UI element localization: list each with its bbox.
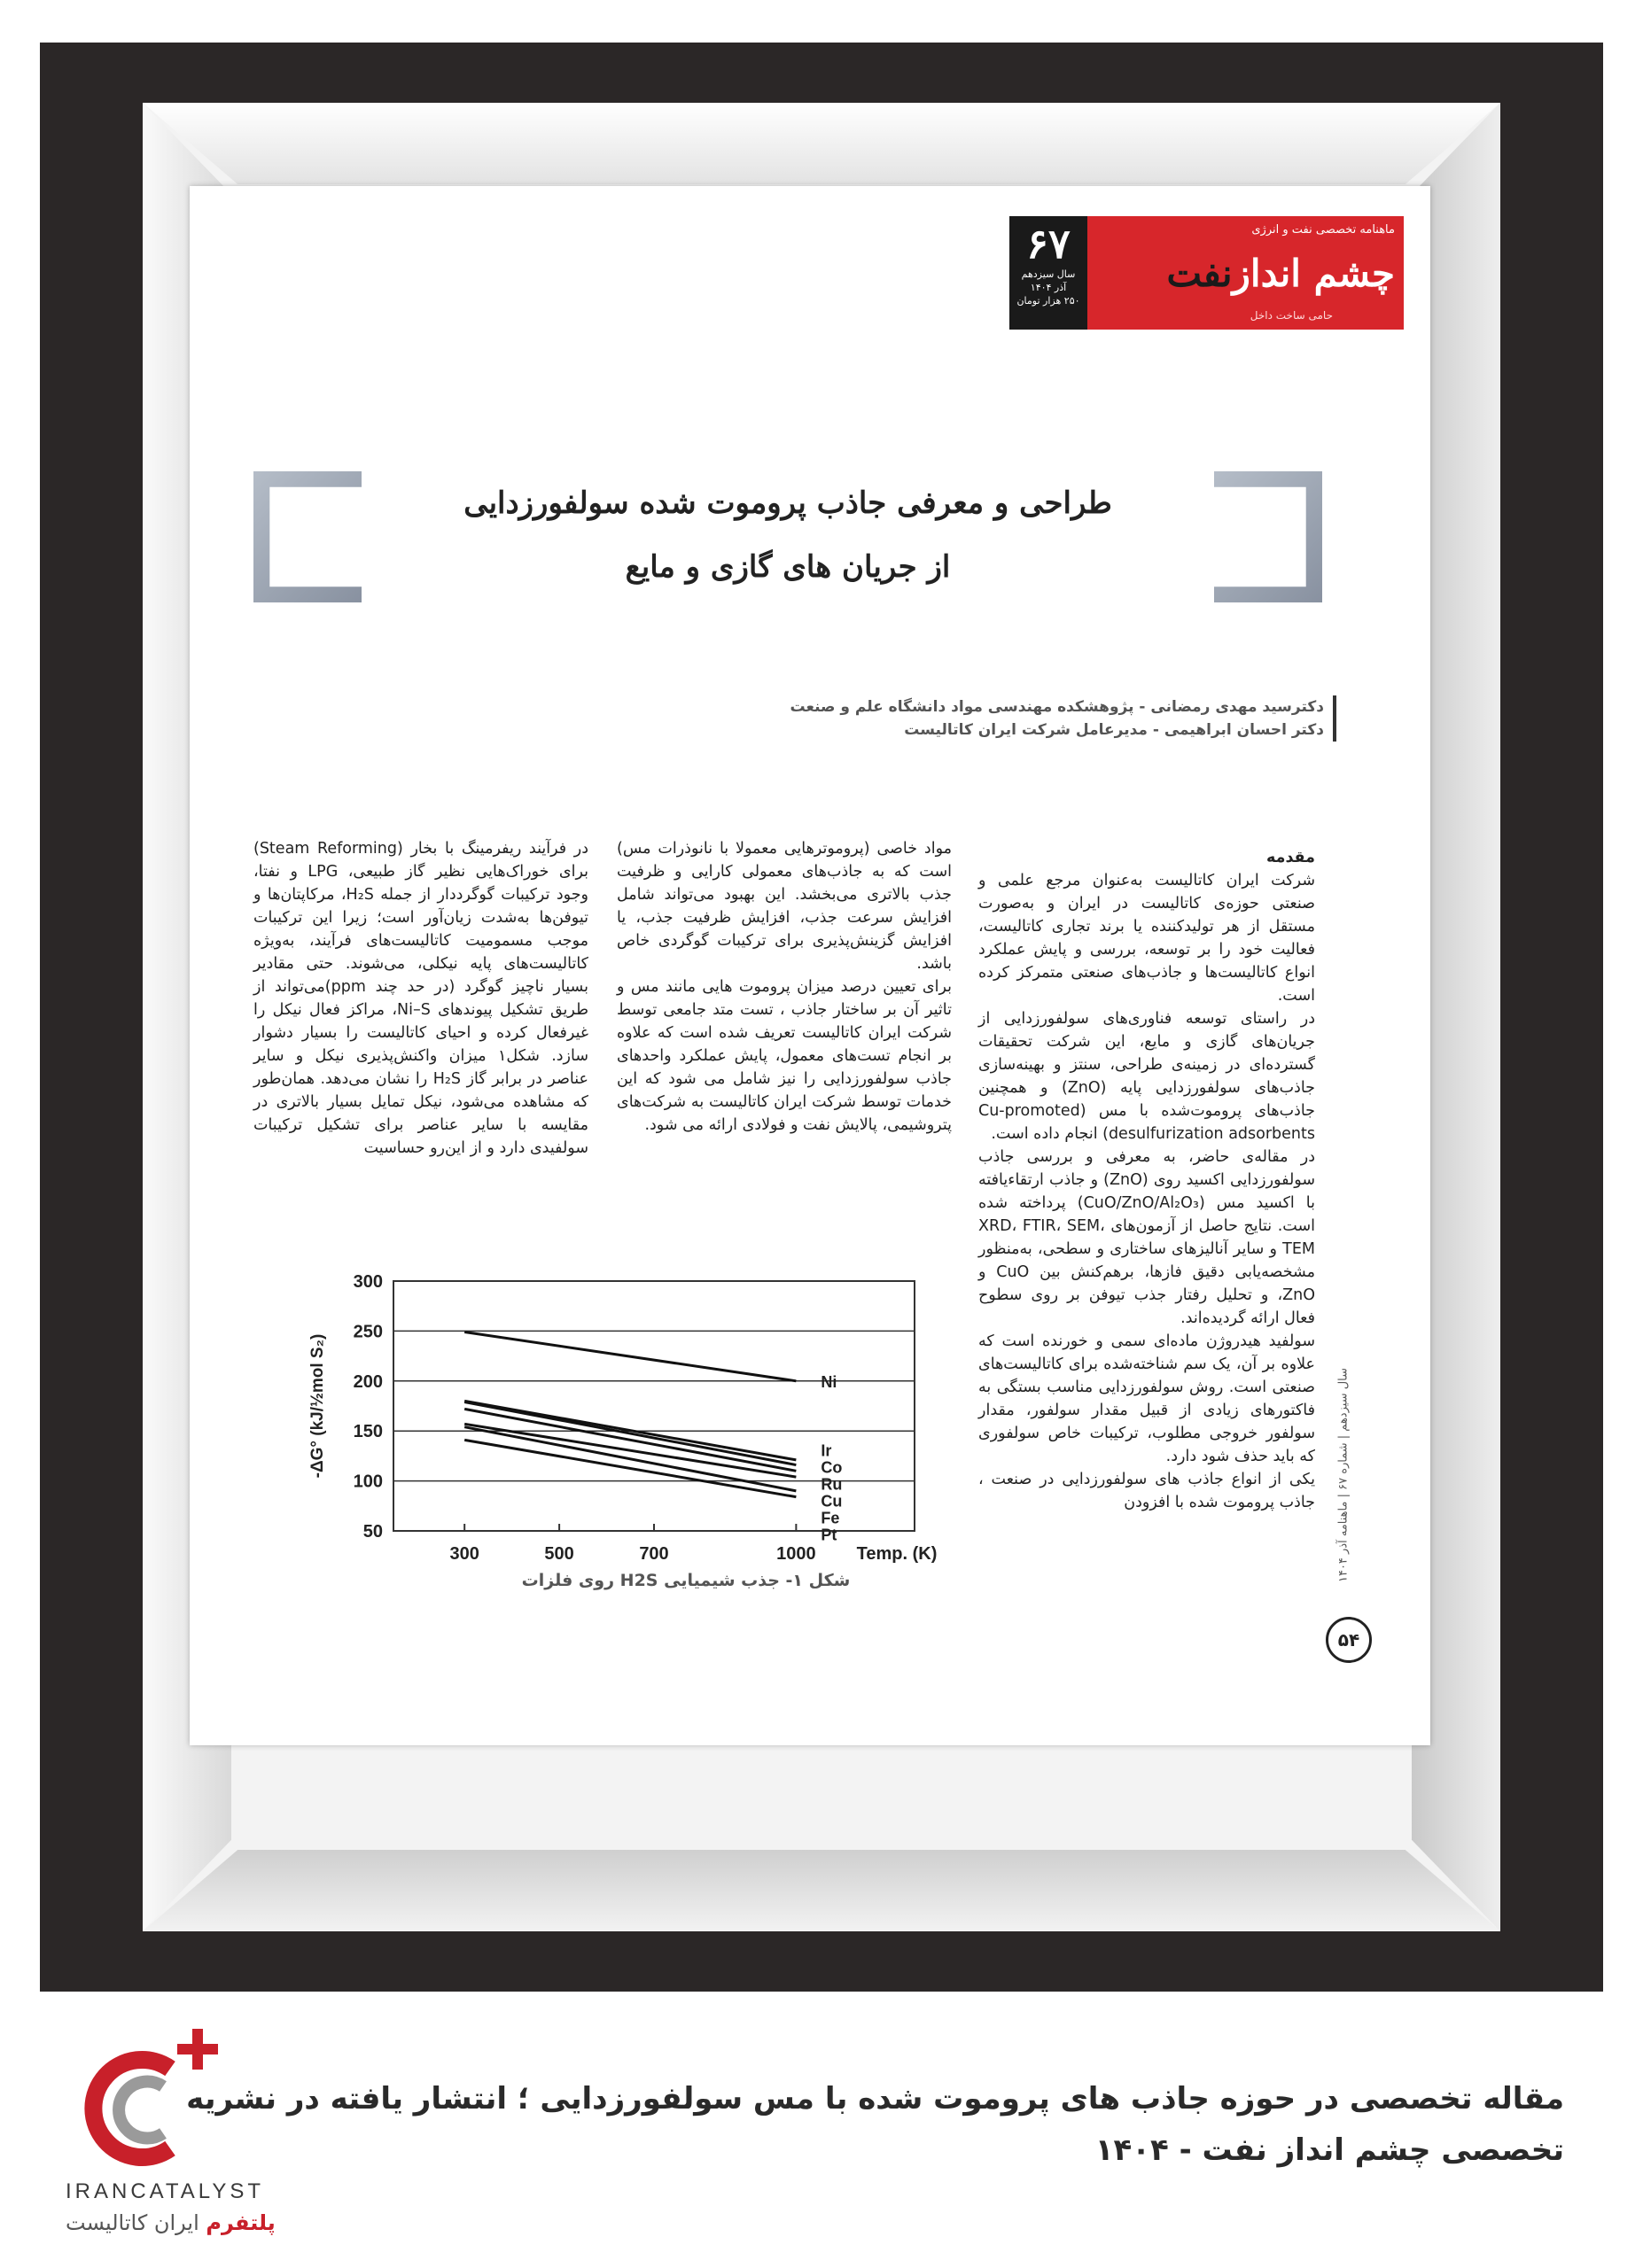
title-bracket-left [253, 471, 362, 602]
series-line-ni [464, 1332, 796, 1381]
brand-fa [66, 2210, 278, 2235]
y-tick-label: 200 [353, 1371, 383, 1392]
title-line-2: از جریان های گازی و مایع [625, 549, 951, 585]
page-sidebar [1333, 1320, 1354, 1630]
magazine-page [190, 186, 1430, 1745]
logo-part2: نفت [1166, 252, 1233, 295]
issue-year: سال سیزدهم [1021, 268, 1076, 280]
legend-label-fe: Fe [821, 1509, 840, 1527]
brand-fa-part2: ایران کاتالیست [66, 2210, 199, 2235]
brand-fa-part1: پلتفرم [206, 2210, 276, 2235]
paragraph: در راستای توسعه فناوری‌های سولفورزدایی از جریان‌های گازی و مایع، این شرکت تحقیقات گسترده‌ای در زمینه‌ی طراحی، سنتز و بهینه‌سازی جاذب‌های سولفورزدایی پایه (ZnO) و همچنین جاذب‌های پروموت‌شده با مس (Cu-promoted desulfurization adsorbents) انجام داده است. [978, 1010, 1315, 1143]
y-tick-label: 100 [353, 1472, 383, 1492]
paragraph: سولفید هیدروژن ماده‌ای سمی و خورنده است که علاوه بر آن، یک سم شناخته‌شده برای کاتالیست‌های صنعتی است. روش سولفورزدایی مناسب بستگی به فاکتورهای زیادی از قبیل مقدار سولفور، مقدار سولفور خروجی مطلوب، ترکیبات خاص سولفوری که باید حذف شود دارد. [978, 1332, 1315, 1465]
issue-block [1009, 216, 1087, 330]
x-tick-label: 300 [449, 1544, 479, 1564]
mat-bevel-bottom [143, 1850, 1500, 1931]
y-axis-label: -ΔG° (kJ/½mol S₂) [308, 1333, 327, 1479]
masthead-logo [1166, 252, 1395, 295]
y-tick-label: 300 [353, 1272, 383, 1292]
issue-price: ۲۵۰ هزار تومان [1016, 295, 1080, 307]
paragraph: مواد خاصی (پروموترهایی معمولا با نانوذرات مس) است که به جاذب‌های معمولی کارایی و ظرفیت جذب بالاتری می‌بخشد. این بهبود می‌تواند شامل افزایش سرعت جذب، افزایش ظرفیت جذب، یا افزایش گزینش‌پذیری برای ترکیبات گوگردی خاص باشد. [617, 840, 952, 973]
mat-bevel-top [143, 103, 1500, 184]
masthead-subtitle: ماهنامه تخصصی نفت و انرژی [1251, 223, 1395, 237]
column-right [978, 846, 1315, 1514]
x-tick-label: 500 [544, 1544, 574, 1564]
series-line-co [464, 1402, 796, 1464]
post-caption [40, 2073, 1564, 2176]
x-tick-label: 1000 [776, 1544, 816, 1564]
author-2: دکتر احسان ابراهیمی - مدیرعامل شرکت ایران کاتالیست [904, 721, 1324, 739]
legend-label-pt: Pt [821, 1526, 837, 1544]
x-tick-label: 700 [639, 1544, 669, 1564]
article-title [360, 471, 1216, 599]
page-number: ۵۴ [1326, 1617, 1372, 1663]
sidebar-text: سال سیزدهم | شماره ۶۷ | ماهنامه آذر ۱۴۰۴ [1336, 1367, 1351, 1583]
masthead [1009, 216, 1404, 330]
section-heading: مقدمه [1266, 849, 1315, 866]
paragraph: یکی از انواع جاذب های سولفورزدایی در صنعت ، جاذب پروموت شده با افزودن [978, 1471, 1315, 1511]
legend-label-ni: Ni [821, 1372, 837, 1391]
title-bracket-right [1214, 471, 1322, 602]
issue-number: ۶۷ [1026, 220, 1071, 268]
paragraph: برای تعیین درصد میزان پروموت هایی مانند مس و تاثیر آن بر ساختار جاذب ، تست متد جامعی توسط شرکت ایران کاتالیست تعریف شده است که علاوه بر انجام تست‌های معمول، پایش عملکرد واحدهای جاذب سولفورزدایی را نیز شامل می شود که این خدمات توسط شرکت ایران کاتالیست به شرکت‌های پتروشیمی، پالایش نفت و فولادی ارائه می شود. [617, 978, 952, 1134]
authors [562, 695, 1336, 742]
y-tick-label: 150 [353, 1422, 383, 1442]
y-tick-label: 50 [362, 1522, 383, 1542]
author-1: دکترسید مهدی رمضانی - پژوهشکده مهندسی مواد دانشگاه علم و صنعت [790, 698, 1324, 716]
legend-label-cu: Cu [821, 1492, 843, 1511]
title-line-1: طراحی و معرفی جاذب پروموت شده سولفورزدایی [463, 485, 1112, 521]
column-middle [617, 837, 952, 1137]
brand-name: IRANCATALYST [66, 2179, 265, 2203]
legend-label-ir: Ir [821, 1441, 832, 1460]
paragraph: در فرآیند ریفرمینگ با بخار (Steam Reforming) برای خوراک‌هایی نظیر گاز طبیعی، LPG و نفتا، وجود ترکیبات گوگرددار از جمله H₂S، مرکاپتان‌ها و تیوفن‌ها به‌شدت زیان‌آور است؛ زیرا این ترکیبات موجب مسمومیت کاتالیست‌های فرآیند، به‌ویژه کاتالیست‌های پایه نیکلی، می‌شوند. حتی مقادیر بسیار ناچیز گوگرد (در حد چند ppm)می‌تواند از طریق تشکیل پیوندهای Ni–S، مراکز فعال نیکل را غیرفعال کرده و احیای کاتالیست را بسیار دشوار سازد. شکل۱ میزان واکنش‌پذیری نیکل و سایر عناصر در برابر گاز H₂S را نشان می‌دهد. همان‌طور که مشاهده می‌شود، نیکل تمایل بسیار بالاتری در مقایسه با سایر عناصر برای تشکیل ترکیبات سولفیدی دارد و از این‌رو حساسیت [253, 840, 589, 1157]
gibbs-energy-chart [243, 1256, 943, 1682]
legend-label-co: Co [821, 1458, 843, 1477]
caption-line-1: مقاله تخصصی در حوزه جاذب های پروموت شده با مس سولفورزدایی ؛ انتشار یافته در نشریه [186, 2081, 1564, 2117]
caption-line-2: تخصصی چشم انداز نفت - ۱۴۰۴ [1094, 2132, 1564, 2168]
paragraph: در مقاله‌ی حاضر، به معرفی و بررسی جاذب سولفورزدایی اکسید روی (ZnO) و جاذب ارتقاءیافته با اکسید مس (CuO/ZnO/Al₂O₃) پرداخته شده است. نتایج حاصل از آزمون‌های XRD، FTIR، SEM، TEM و سایر آنالیزهای ساختاری و سطحی، به‌منظور مشخصه‌یابی دقیق فازها، برهم‌کنش بین CuO و ZnO، و تحلیل رفتار جذب تیوفن بر روی سطوح فعال ارائه گردیده‌اند. [978, 1148, 1315, 1327]
issue-month: آذر ۱۴۰۴ [1030, 282, 1067, 293]
x-axis-label: Temp. (K) [856, 1544, 938, 1564]
legend-label-ru: Ru [821, 1475, 843, 1494]
chart-caption: شکل ۱- جذب شیمیایی H2S روی فلزات [521, 1571, 851, 1590]
title-box [253, 471, 1322, 602]
logo-part1: چشم انداز [1232, 252, 1395, 295]
paragraph: شرکت ایران کاتالیست به‌عنوان مرجع علمی و صنعتی حوزه‌ی کاتالیست در ایران و به‌صورت مستقل از هر تولیدکننده یا برند تجاری کاتالیست، فعالیت خود را بر توسعه، بررسی و پایش عملکرد انواع کاتالیست‌ها و جاذب‌های صنعتی متمرکز کرده است. [978, 872, 1315, 1005]
masthead-tagline: حامی ساخت داخل [1250, 309, 1333, 322]
y-tick-label: 250 [353, 1322, 383, 1342]
masthead-logo-block [1085, 216, 1404, 330]
series-line-ru [464, 1409, 796, 1471]
column-left [253, 837, 588, 1160]
